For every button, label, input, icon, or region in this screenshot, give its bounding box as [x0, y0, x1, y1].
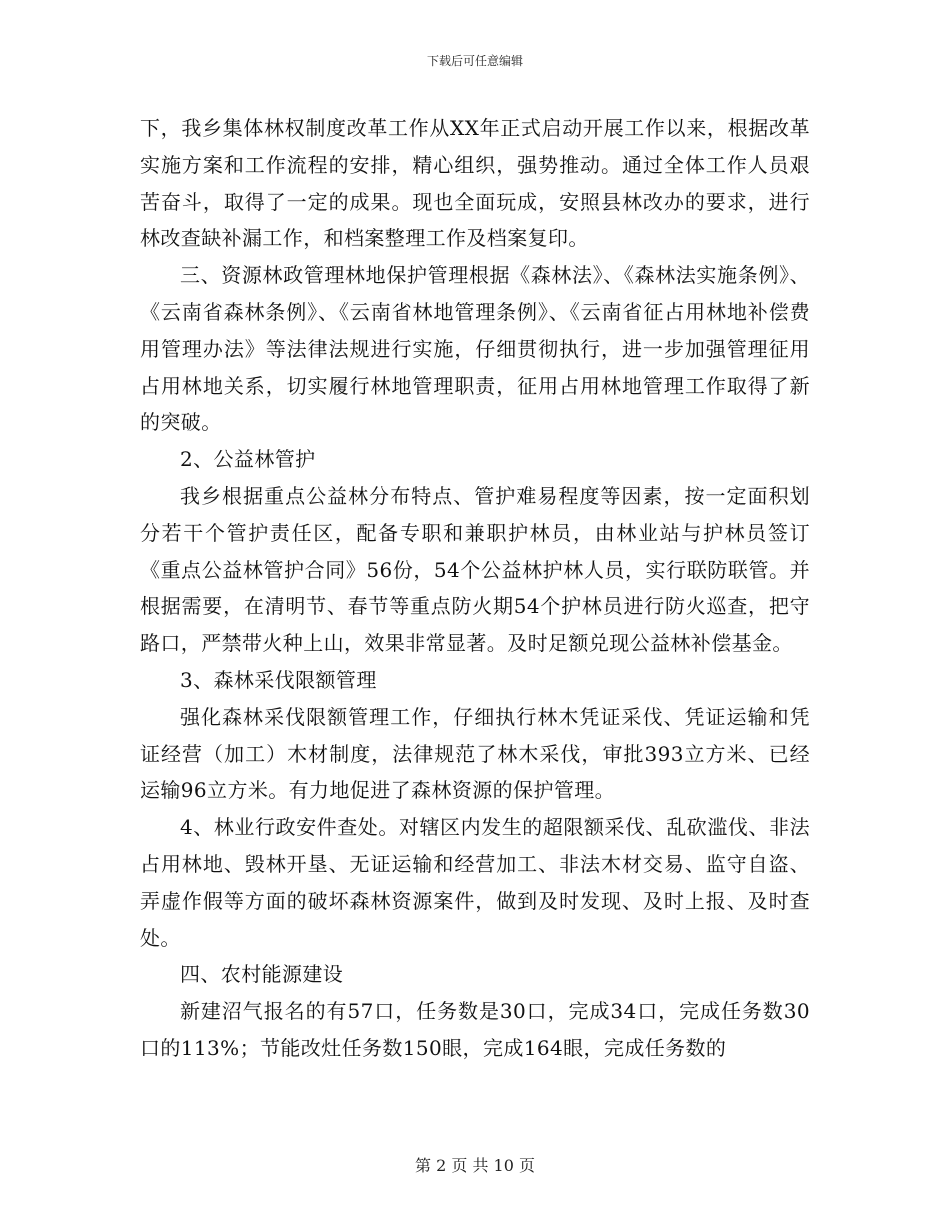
paragraph-public-forest: 我乡根据重点公益林分布特点、管护难易程度等因素，按一定面积划分若干个管护责任区，配备专职和兼职护林员，由林业站与护林员签订《重点公益林管护合同》56份，54个公益林护林人员，实行联防联管。并根据需要，在清明节、春节等重点防火期54个护林员进行防火巡查，把守路口，严禁带火种上山，效果非常显著。及时足额兑现公益林补偿基金。	[140, 483, 810, 656]
paragraph-continuation: 下，我乡集体林权制度改革工作从XX年正式启动开展工作以来，根据改革实施方案和工作流程的安排，精心组织，强势推动。通过全体工作人员艰苦奋斗，取得了一定的成果。现也全面玩成，安照县林改办的要求，进行林改查缺补漏工作，和档案整理工作及档案复印。	[140, 116, 810, 251]
document-body	[140, 110, 810, 1067]
heading-public-forest: 2、公益林管护	[180, 447, 316, 472]
heading-rural-energy: 四、农村能源建设	[180, 962, 344, 987]
heading-logging-quota: 3、森林采伐限额管理	[180, 667, 377, 692]
paragraph-rural-energy: 新建沼气报名的有57口，任务数是30口，完成34口，完成任务数30口的113%；节能改灶任务数150眼，完成164眼，完成任务数的	[140, 999, 810, 1060]
page-header: 下载后可任意编辑	[426, 54, 523, 68]
paragraph-section-3: 三、资源林政管理林地保护管理根据《森林法》、《森林法实施条例》、《云南省森林条例》、《云南省林地管理条例》、《云南省征占用林地补偿费用管理办法》等法律法规进行实施，仔细贯彻执行，进一步加强管理征用占用林地关系，切实履行林地管理职责，征用占用林地管理工作取得了新的突破。	[140, 263, 810, 435]
page-footer: 第 2 页 共 10 页	[415, 1156, 535, 1175]
paragraph-logging-quota: 强化森林采伐限额管理工作，仔细执行林木凭证采伐、凭证运输和凭证经营（加工）木材制度，法律规范了林木采伐，审批393立方米、已经运输96立方米。有力地促进了森林资源的保护管理。	[140, 704, 810, 803]
paragraph-forestry-cases: 4、林业行政安件查处。对辖区内发生的超限额采伐、乱砍滥伐、非法占用林地、毁林开垦、无证运输和经营加工、非法木材交易、监守自盗、弄虚作假等方面的破坏森林资源案件，做到及时发现、及时上报、及时查处。	[140, 815, 810, 950]
